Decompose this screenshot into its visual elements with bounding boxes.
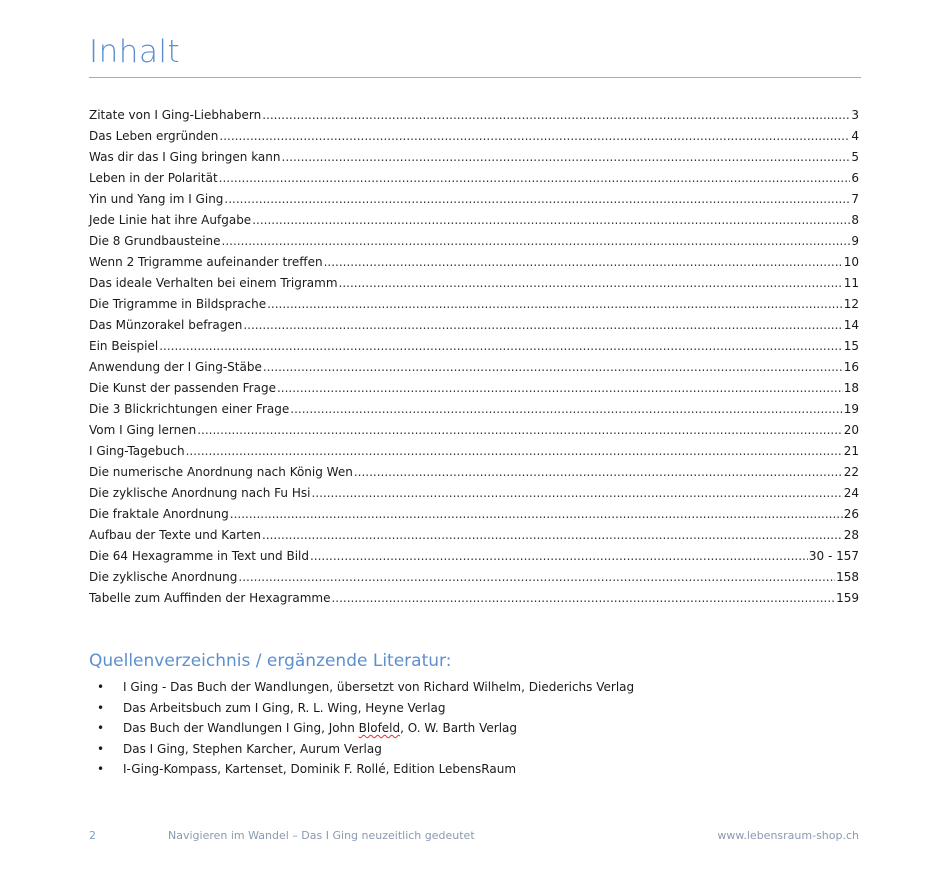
toc-entry-page: 22 [843, 465, 859, 479]
toc-entry-page: 24 [843, 486, 859, 500]
footer-website-link[interactable]: www.lebensraum-shop.ch [717, 829, 859, 842]
toc-entry-page: 11 [843, 276, 859, 290]
toc-entry-label: Ein Beispiel [89, 339, 159, 353]
toc-leader-dots [354, 462, 843, 483]
toc-entry-label: Die numerische Anordnung nach König Wen [89, 465, 353, 479]
toc-entry[interactable] [89, 294, 859, 315]
toc-entry[interactable] [89, 273, 859, 294]
toc-leader-dots [197, 420, 843, 441]
toc-entry[interactable] [89, 378, 859, 399]
toc-leader-dots [238, 567, 835, 588]
toc-leader-dots [219, 168, 851, 189]
toc-entry-page: 10 [843, 255, 859, 269]
source-text: I Ging - Das Buch der Wandlungen, übersetzt von Richard Wilhelm, Diederichs Verlag [123, 680, 635, 694]
sources-heading: Quellenverzeichnis / ergänzende Literatur: [89, 651, 452, 671]
toc-entry-label: Jede Linie hat ihre Aufgabe [89, 213, 252, 227]
toc-entry-label: Wenn 2 Trigramme aufeinander treffen [89, 255, 323, 269]
toc-entry[interactable] [89, 315, 859, 336]
toc-entry-label: Tabelle zum Auffinden der Hexagramme [89, 591, 331, 605]
toc-entry[interactable] [89, 546, 859, 567]
toc-leader-dots [219, 126, 850, 147]
toc-leader-dots [230, 504, 843, 525]
toc-entry[interactable] [89, 567, 859, 588]
sources-list [89, 677, 859, 780]
toc-leader-dots [277, 378, 843, 399]
toc-entry[interactable] [89, 210, 859, 231]
list-item [89, 759, 859, 780]
toc-entry-label: Die Kunst der passenden Frage [89, 381, 276, 395]
toc-entry-page: 8 [851, 213, 859, 227]
toc-entry[interactable] [89, 504, 859, 525]
toc-leader-dots [262, 105, 850, 126]
list-item [89, 698, 859, 719]
toc-entry-page: 12 [843, 297, 859, 311]
toc-leader-dots [159, 336, 843, 357]
toc-entry[interactable] [89, 336, 859, 357]
page-footer [0, 829, 945, 847]
toc-entry-page: 30 - 157 [808, 549, 859, 563]
toc-leader-dots [186, 441, 843, 462]
toc-entry-page: 4 [851, 129, 859, 143]
toc-entry[interactable] [89, 105, 859, 126]
toc-entry-page: 18 [843, 381, 859, 395]
bullet-icon: • [97, 700, 105, 715]
toc-entry-page: 5 [851, 150, 859, 164]
list-item [89, 739, 859, 760]
toc-entry[interactable] [89, 399, 859, 420]
toc-entry[interactable] [89, 126, 859, 147]
toc-entry[interactable] [89, 420, 859, 441]
toc-entry[interactable] [89, 357, 859, 378]
toc-entry-label: Aufbau der Texte und Karten [89, 528, 261, 542]
toc-leader-dots [282, 147, 851, 168]
source-text: I-Ging-Kompass, Kartenset, Dominik F. Rollé, Edition LebensRaum [123, 762, 517, 776]
toc-entry-label: I Ging-Tagebuch [89, 444, 185, 458]
source-text: Das I Ging, Stephen Karcher, Aurum Verlag [123, 741, 382, 756]
bullet-icon: • [97, 741, 105, 756]
toc-entry-label: Die zyklische Anordnung nach Fu Hsi [89, 486, 311, 500]
toc-entry-page: 14 [843, 318, 859, 332]
toc-entry-label: Das ideale Verhalten bei einem Trigramm [89, 276, 338, 290]
toc-leader-dots [262, 525, 843, 546]
toc-entry-page: 3 [851, 108, 859, 122]
toc-entry[interactable] [89, 588, 859, 609]
toc-entry-label: Das Münzorakel befragen [89, 318, 243, 332]
toc-entry-label: Anwendung der I Ging-Stäbe [89, 360, 262, 374]
toc-entry[interactable] [89, 483, 859, 504]
list-item [89, 677, 859, 698]
bullet-icon: • [97, 680, 105, 694]
toc-leader-dots [263, 357, 843, 378]
toc-entry-page: 20 [843, 423, 859, 437]
toc-leader-dots [310, 546, 808, 567]
footer-document-title: Navigieren im Wandel – Das I Ging neuzeitlich gedeutet [168, 829, 475, 842]
toc-entry[interactable] [89, 231, 859, 252]
toc-entry-label: Die 3 Blickrichtungen einer Frage [89, 402, 290, 416]
toc-entry-page: 19 [843, 402, 859, 416]
toc-entry-page: 16 [843, 360, 859, 374]
toc-leader-dots [252, 210, 850, 231]
toc-leader-dots [267, 294, 843, 315]
toc-leader-dots [243, 315, 842, 336]
toc-entry[interactable] [89, 525, 859, 546]
source-text: Das Arbeitsbuch zum I Ging, R. L. Wing, Heyne Verlag [123, 700, 446, 715]
toc-entry-page: 159 [836, 591, 859, 605]
toc-entry[interactable] [89, 147, 859, 168]
toc-entry[interactable] [89, 462, 859, 483]
toc-entry-page: 21 [843, 444, 859, 458]
toc-entry-page: 6 [851, 171, 859, 185]
toc-entry[interactable] [89, 252, 859, 273]
toc-entry-label: Leben in der Polarität [89, 171, 218, 185]
toc-entry-label: Die Trigramme in Bildsprache [89, 297, 267, 311]
toc-entry-page: 9 [851, 234, 859, 248]
page-title: Inhalt [89, 34, 181, 70]
toc-entry[interactable] [89, 189, 859, 210]
toc-entry-label: Die 8 Grundbausteine [89, 234, 221, 248]
toc-entry-label: Vom I Ging lernen [89, 423, 197, 437]
toc-entry[interactable] [89, 441, 859, 462]
toc-entry-label: Yin und Yang im I Ging [89, 192, 224, 206]
table-of-contents [89, 105, 859, 609]
toc-leader-dots [311, 483, 842, 504]
toc-entry-page: 26 [843, 507, 859, 521]
toc-entry-page: 15 [843, 339, 859, 353]
toc-entry-page: 158 [836, 570, 859, 584]
toc-entry-label: Zitate von I Ging-Liebhabern [89, 108, 262, 122]
toc-leader-dots [331, 588, 835, 609]
source-text-after: , O. W. Barth Verlag [400, 721, 518, 735]
toc-entry-label: Die fraktale Anordnung [89, 507, 229, 521]
source-text-before: Das Buch der Wandlungen I Ging, John [123, 721, 359, 735]
toc-leader-dots [222, 231, 851, 252]
toc-leader-dots [224, 189, 850, 210]
toc-entry-label: Die 64 Hexagramme in Text und Bild [89, 549, 309, 563]
spellcheck-flagged-word[interactable]: Blofeld [358, 721, 401, 735]
toc-entry-page: 7 [851, 192, 859, 206]
toc-entry-label: Was dir das I Ging bringen kann [89, 150, 281, 164]
toc-entry-label: Die zyklische Anordnung [89, 570, 238, 584]
toc-entry-label: Das Leben ergründen [89, 129, 219, 143]
toc-entry-page: 28 [843, 528, 859, 542]
toc-entry[interactable] [89, 168, 859, 189]
list-item [89, 718, 859, 739]
toc-leader-dots [324, 252, 843, 273]
title-divider [89, 77, 861, 78]
footer-page-number: 2 [89, 829, 96, 842]
toc-leader-dots [290, 399, 842, 420]
bullet-icon: • [97, 721, 105, 735]
toc-leader-dots [339, 273, 843, 294]
bullet-icon: • [97, 762, 105, 776]
